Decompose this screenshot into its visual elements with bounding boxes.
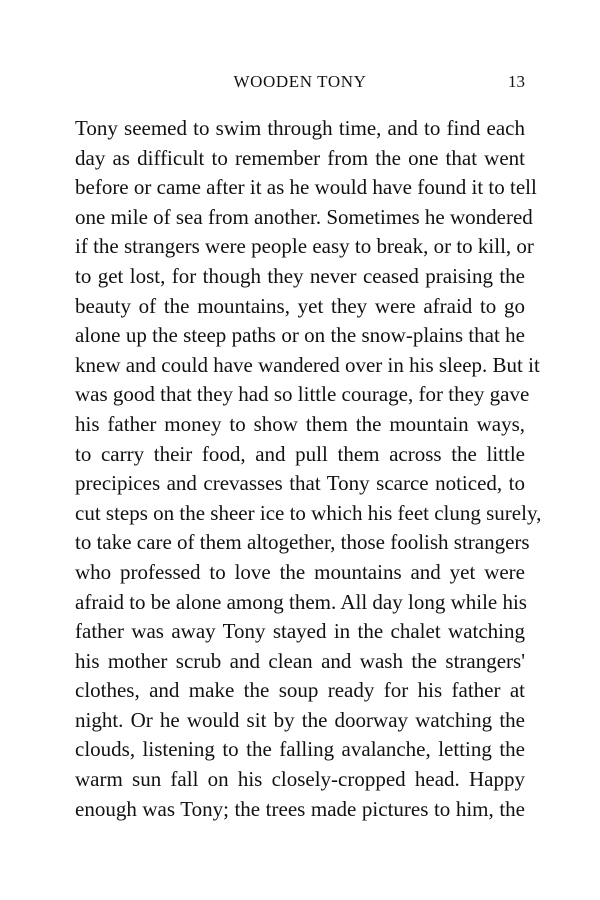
text-line: night. Or he would sit by the doorway watching the	[75, 707, 525, 732]
running-title: WOODEN TONY	[233, 72, 367, 91]
text-line: his father money to show them the mountain ways,	[75, 411, 525, 436]
text-line: one mile of sea from another. Sometimes he wondered	[75, 204, 533, 229]
text-line: enough was Tony; the trees made pictures to him, the	[75, 796, 525, 821]
text-line: was good that they had so little courage, for they gave	[75, 382, 530, 407]
running-head	[75, 70, 525, 94]
text-line: alone up the steep paths or on the snow-plains that he	[75, 323, 525, 348]
text-line: before or came after it as he would have found it to tell	[75, 175, 537, 200]
text-line: father was away Tony stayed in the chalet watching	[75, 619, 525, 644]
text-line: to carry their food, and pull them across the little	[75, 441, 525, 466]
text-line: beauty of the mountains, yet they were afraid to go	[75, 293, 525, 318]
page-number: 13	[508, 72, 525, 91]
text-line: knew and could have wandered over in his sleep. But it	[75, 352, 540, 377]
text-line: Tony seemed to swim through time, and to find each	[75, 116, 525, 140]
text-line: clouds, listening to the falling avalanche, letting the	[75, 737, 525, 762]
text-line: day as difficult to remember from the one that went	[75, 145, 525, 170]
text-line: if the strangers were people easy to break, or to kill, or	[75, 234, 534, 259]
text-line: to take care of them altogether, those foolish strangers	[75, 530, 530, 555]
body-text	[75, 114, 542, 824]
text-line: who professed to love the mountains and yet were	[75, 559, 525, 584]
text-line: warm sun fall on his closely-cropped head. Happy	[75, 767, 525, 792]
text-line: cut steps on the sheer ice to which his feet clung surely,	[75, 500, 542, 525]
text-line: precipices and crevasses that Tony scarce noticed, to	[75, 471, 525, 496]
text-line: to get lost, for though they never ceased praising the	[75, 263, 525, 288]
text-line: afraid to be alone among them. All day long while his	[75, 589, 527, 614]
text-line: his mother scrub and clean and wash the strangers'	[75, 648, 525, 673]
text-line: clothes, and make the soup ready for his father at	[75, 678, 525, 703]
